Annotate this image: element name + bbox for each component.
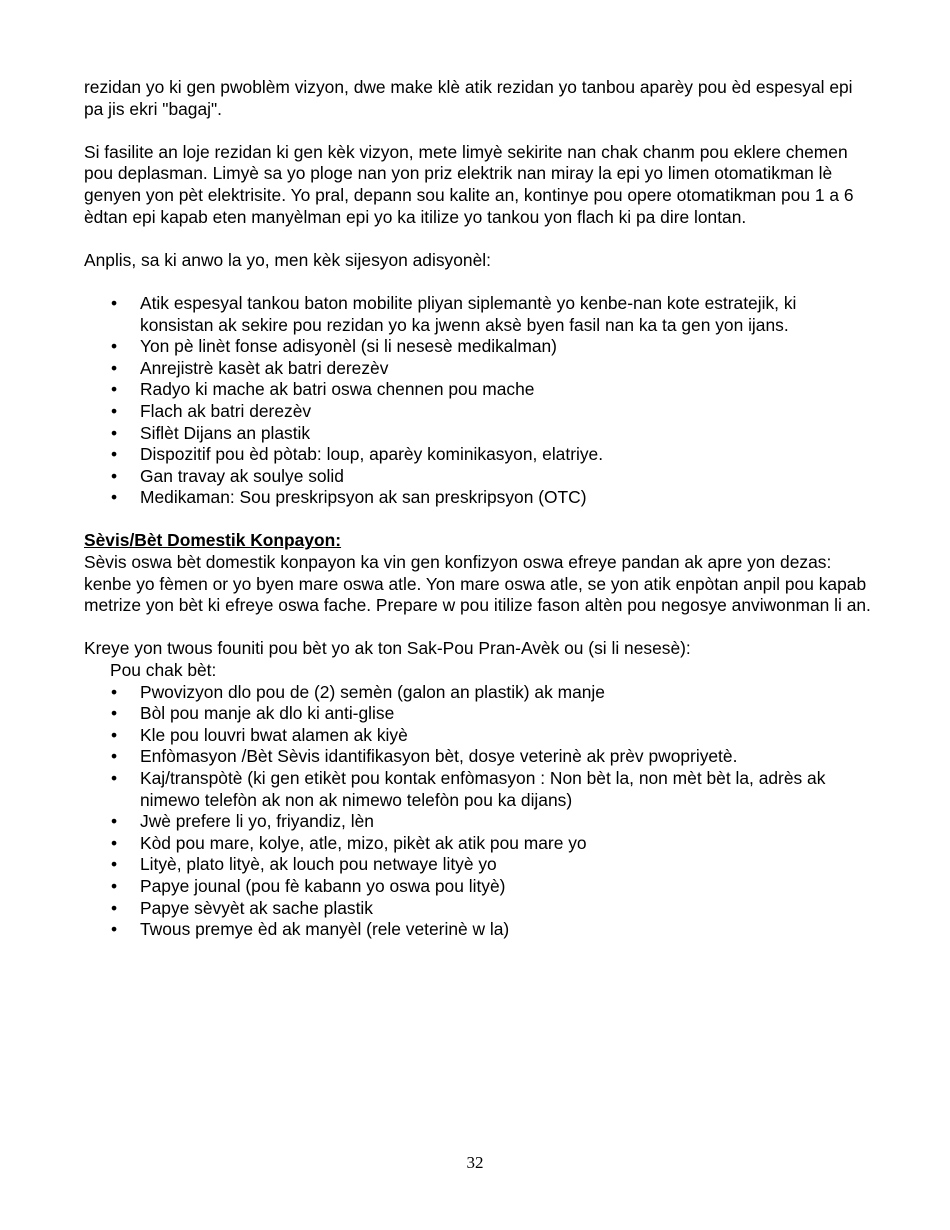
- bullet-icon: •: [111, 875, 118, 896]
- bullet-icon: •: [111, 681, 118, 702]
- section-paragraph-2: Kreye yon twous founiti pou bèt yo ak ton Sak-Pou Pran-Avèk ou (si li nesesè):: [84, 638, 691, 659]
- list-item: • Kaj/transpòtè (ki gen etikèt pou kontak enfòmasyon : Non bèt la, non mèt bèt la, adrès ak nimewo telefòn ak non ak nimewo telefòn pou ka dijans): [111, 768, 826, 810]
- bullet-icon: •: [111, 811, 118, 832]
- bullet-icon: •: [111, 336, 118, 357]
- page-number: 32: [466, 1153, 484, 1172]
- bullet-icon: •: [111, 832, 118, 853]
- bullet-icon: •: [111, 724, 118, 745]
- list-item: • Siflèt Dijans an plastik: [111, 422, 311, 443]
- list-item: • Gan travay ak soulye solid: [111, 465, 344, 486]
- list-item: • Radyo ki mache ak batri oswa chennen pou mache: [111, 379, 535, 400]
- list-item: • Bòl pou manje ak dlo ki anti-glise: [111, 703, 395, 724]
- list-item: • Dispozitif pou èd pòtab: loup, aparèy kominikasyon, elatriye.: [111, 444, 604, 465]
- intro-paragraph-2: Si fasilite an loje rezidan ki gen kèk vizyon, mete limyè sekirite nan chak chanm pou eklere chemen pou deplasman. Limyè sa yo ploge nan yon priz elektrik nan miray la epi yo limen otomatikman lè genyen yon pèt elektrisite. Yo pral, depann sou kalite an, kontinye pou opere otomatikman pou 1 a 6 èdtan epi kapab eten manyèlman epi yo ka itilize yo tankou yon flach ki pa dire lontan.: [84, 141, 854, 227]
- bullet-icon: •: [111, 357, 118, 378]
- bullet-icon: •: [111, 703, 118, 724]
- section-heading: Sèvis/Bèt Domestik Konpayon:: [84, 530, 342, 551]
- bullet-icon: •: [111, 465, 118, 486]
- list-item: • Flach ak batri derezèv: [111, 400, 312, 421]
- list-item: • Yon pè linèt fonse adisyonèl (si li nesesè medikalman): [111, 336, 557, 357]
- bullet-icon: •: [111, 400, 118, 421]
- list-item: • Pwovizyon dlo pou de (2) semèn (galon an plastik) ak manje: [111, 681, 605, 702]
- bullet-icon: •: [111, 897, 118, 918]
- list-item: • Papye sèvyèt ak sache plastik: [111, 897, 373, 918]
- intro-paragraph-3: Anplis, sa ki anwo la yo, men kèk sijesyon adisyonèl:: [84, 249, 491, 270]
- bullet-icon: •: [111, 422, 118, 443]
- list-item: • Jwè prefere li yo, friyandiz, lèn: [111, 811, 374, 832]
- supplies-list: [84, 293, 874, 509]
- bullet-icon: •: [111, 487, 118, 508]
- bullet-icon: •: [111, 919, 118, 940]
- section-paragraph-1: Sèvis oswa bèt domestik konpayon ka vin gen konfizyon oswa efreye pandan ak apre yon dezas: kenbe yo fèmen or yo byen mare oswa atle. Yon mare oswa atle, se yon atik enpòtan anpil pou kapab metrize yon bèt ki efreye oswa fache. Prepare w pou itilize fason altèn pou negosye anviwonman li an.: [84, 552, 871, 616]
- bullet-icon: •: [111, 768, 118, 788]
- list-item: • Atik espesyal tankou baton mobilite pliyan siplemantè yo kenbe-nan kote estratejik, ki konsistan ak sekire pou rezidan yo ka jwenn aksè byen fasil nan ka ta gen yon ijans.: [111, 292, 797, 335]
- bullet-icon: •: [111, 854, 118, 875]
- list-item: • Medikaman: Sou preskripsyon ak san preskripsyon (OTC): [111, 487, 587, 508]
- bullet-icon: •: [111, 746, 118, 767]
- list-item: • Kòd pou mare, kolye, atle, mizo, pikèt ak atik pou mare yo: [111, 832, 587, 853]
- document-body: [84, 77, 874, 941]
- pet-supplies-list: [84, 682, 874, 941]
- list-item: • Enfòmasyon /Bèt Sèvis idantifikasyon bèt, dosye veterinè ak prèv pwopriyetè.: [111, 746, 738, 767]
- bullet-icon: •: [111, 444, 118, 465]
- section-subheading: Pou chak bèt:: [110, 660, 217, 681]
- list-item: • Kle pou louvri bwat alamen ak kiyè: [111, 724, 408, 745]
- intro-paragraph-1: rezidan yo ki gen pwoblèm vizyon, dwe make klè atik rezidan yo tanbou aparèy pou èd espesyal epi pa jis ekri "bagaj".: [84, 77, 853, 119]
- list-item: • Papye jounal (pou fè kabann yo oswa pou lityè): [111, 875, 506, 896]
- list-item: • Twous premye èd ak manyèl (rele veterinè w la): [111, 919, 510, 940]
- list-item: • Anrejistrè kasèt ak batri derezèv: [111, 357, 389, 378]
- bullet-icon: •: [111, 379, 118, 400]
- bullet-icon: •: [111, 292, 118, 313]
- list-item: • Lityè, plato lityè, ak louch pou netwaye lityè yo: [111, 854, 497, 875]
